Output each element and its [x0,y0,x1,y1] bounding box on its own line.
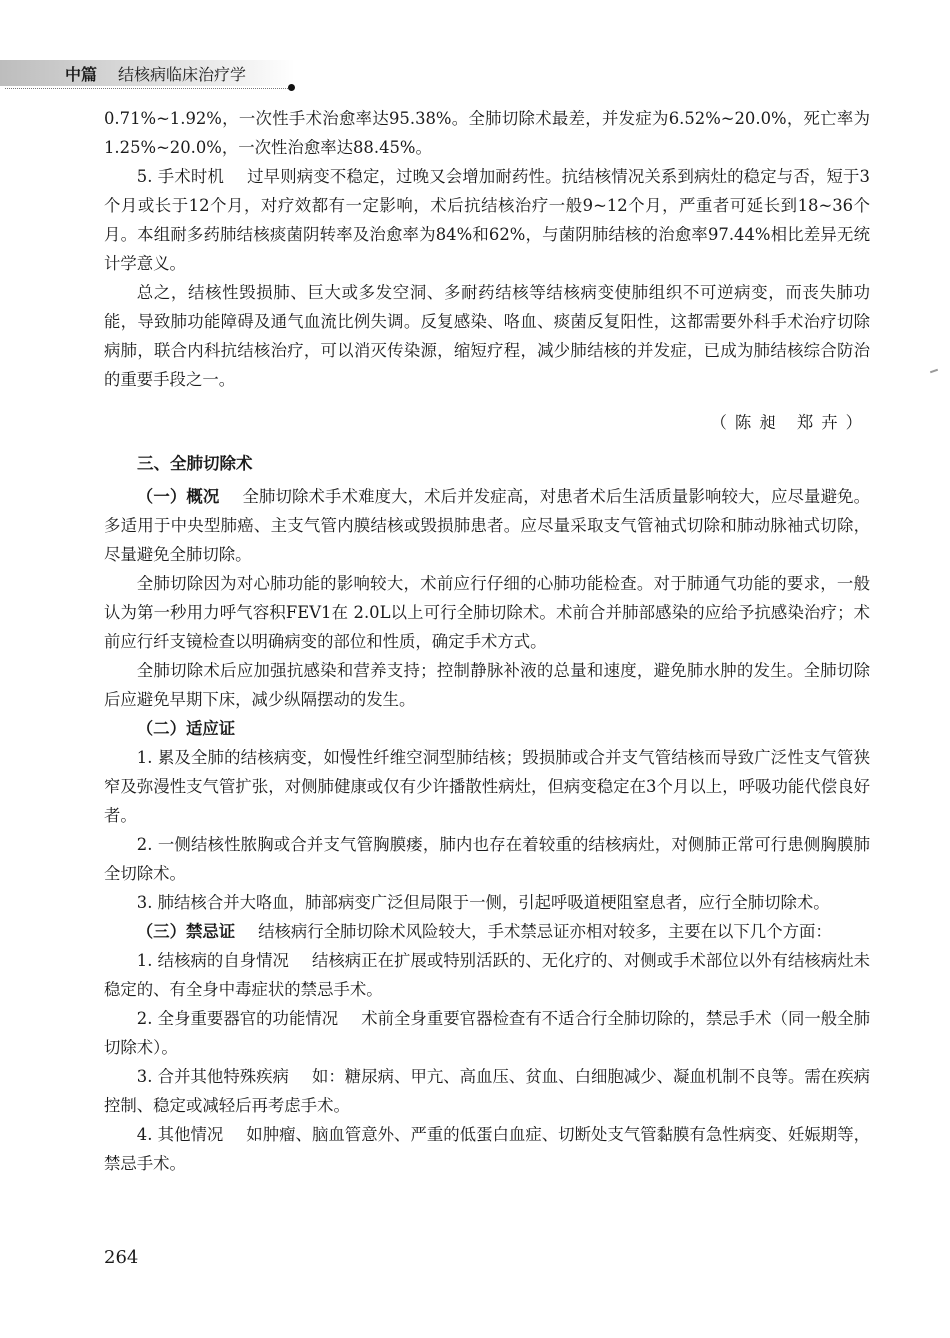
page-content [104,104,870,1178]
header-divider [5,88,290,89]
part-label: 中篇 [65,65,98,84]
page-number: 264 [104,1247,139,1268]
c4-title: 4. 其他情况 [136,1125,224,1144]
paragraph-summary: 总之，结核性毁损肺、巨大或多发空洞、多耐药结核等结核病变使肺组织不可逆病变，而丧失肺功能，导致肺功能障碍及通气血流比例失调。反复感染、咯血、痰菌反复阳性，这都需要外科手术治疗切除病肺，联合内科抗结核治疗，可以消灭传染源，缩短疗程，减少肺结核的并发症，已成为肺结核综合防治的重要手段之一。 [104,283,870,389]
indication-3: 3. 肺结核合并大咯血，肺部病变广泛但局限于一侧，引起呼吸道梗阻窒息者，应行全肺切除术。 [136,893,830,912]
indication-1: 1. 累及全肺的结核病变，如慢性纤维空洞型肺结核；毁损肺或合并支气管结核而导致广泛性支气管狭窄及弥漫性支气管扩张，对侧肺健康或仅有少许播散性病灶，但病变稳定在3个月以上，呼吸功能代偿良好者。 [104,748,870,825]
author-signature: （陈昶 郑卉） [710,413,870,432]
overview-heading: （一）概况 [136,487,220,506]
paragraph-timing [104,162,870,278]
book-title: 结核病临床治疗学 [118,65,247,84]
c3-title: 3. 合并其他特殊疾病 [136,1067,289,1086]
indications-heading-line [104,714,870,743]
contraindication-2 [104,1004,870,1062]
paragraph-postop: 全肺切除术后应加强抗感染和营养支持；控制静脉补液的总量和速度，避免肺水肿的发生。全肺切除后应避免早期下床，减少纵隔摆动的发生。 [104,661,870,709]
section-heading: 三、全肺切除术 [137,454,253,473]
contraindications-heading: （三）禁忌证 [136,922,236,941]
c1-body: 结核病正在扩展或特别活跃的、无化疗的、对侧或手术部位以外有结核病灶未稳定的、有全身中毒症状的禁忌手术。 [104,951,870,999]
contraindication-3 [104,1062,870,1120]
paragraph-continued: 0.71%~1.92%，一次性手术治愈率达95.38%。全肺切除术最差，并发症为6.52%~20.0%，死亡率为1.25%~20.0%，一次性治愈率达88.45%。 [104,109,870,157]
contraindication-4 [104,1120,870,1178]
paragraph-contraindications [104,917,870,946]
timing-body: 过早则病变不稳定，过晚又会增加耐药性。抗结核情况关系到病灶的稳定与否，短于3个月或长于12个月，对疗效都有一定影响，术后抗结核治疗一般9~12个月，严重者可延长到18~36个月。本组耐多药肺结核痰菌阴转率及治愈率为84%和62%，与菌阴肺结核的治愈率97.44%相比差异无统计学意义。 [104,167,870,273]
paragraph-overview [104,482,870,569]
paragraph-cardiopulmonary: 全肺切除因为对心肺功能的影响较大，术前应行仔细的心肺功能检查。对于肺通气功能的要求，一般认为第一秒用力呼气容积FEV1在 2.0L以上可行全肺切除术。术前合并肺部感染的应给予抗感染治疗；术前应行纤支镜检查以明确病变的部位和性质，确定手术方式。 [104,574,870,651]
c3-body: 如：糖尿病、甲亢、高血压、贫血、白细胞减少、凝血机制不良等。需在疾病控制、稳定或减轻后再考虑手术。 [104,1067,870,1115]
c2-body: 术前全身重要官器检查有不适合行全肺切除的，禁忌手术（同一般全肺切除术）。 [104,1009,870,1057]
contraindication-1 [104,946,870,1004]
indications-heading: （二）适应证 [136,719,236,738]
indication-2: 2. 一侧结核性脓胸或合并支气管胸膜瘘，肺内也存在着较重的结核病灶，对侧肺正常可行患侧胸膜肺全切除术。 [104,835,870,883]
margin-mark [930,369,938,374]
contraindications-body: 结核病行全肺切除术风险较大，手术禁忌证亦相对较多，主要在以下几个方面： [258,922,832,941]
timing-title: 5. 手术时机 [136,167,225,186]
header-dot-icon [288,84,295,91]
c1-title: 1. 结核病的自身情况 [136,951,289,970]
c4-body: 如肿瘤、脑血管意外、严重的低蛋白血症、切断处支气管黏膜有急性病变、妊娠期等，禁忌手术。 [104,1125,870,1173]
c2-title: 2. 全身重要器官的功能情况 [136,1009,339,1028]
overview-body: 全肺切除术手术难度大，术后并发症高，对患者术后生活质量影响较大，应尽量避免。多适用于中央型肺癌、主支气管内膜结核或毁损肺患者。应尽量采取支气管袖式切除和肺动脉袖式切除，尽量避免全肺切除。 [104,487,871,564]
